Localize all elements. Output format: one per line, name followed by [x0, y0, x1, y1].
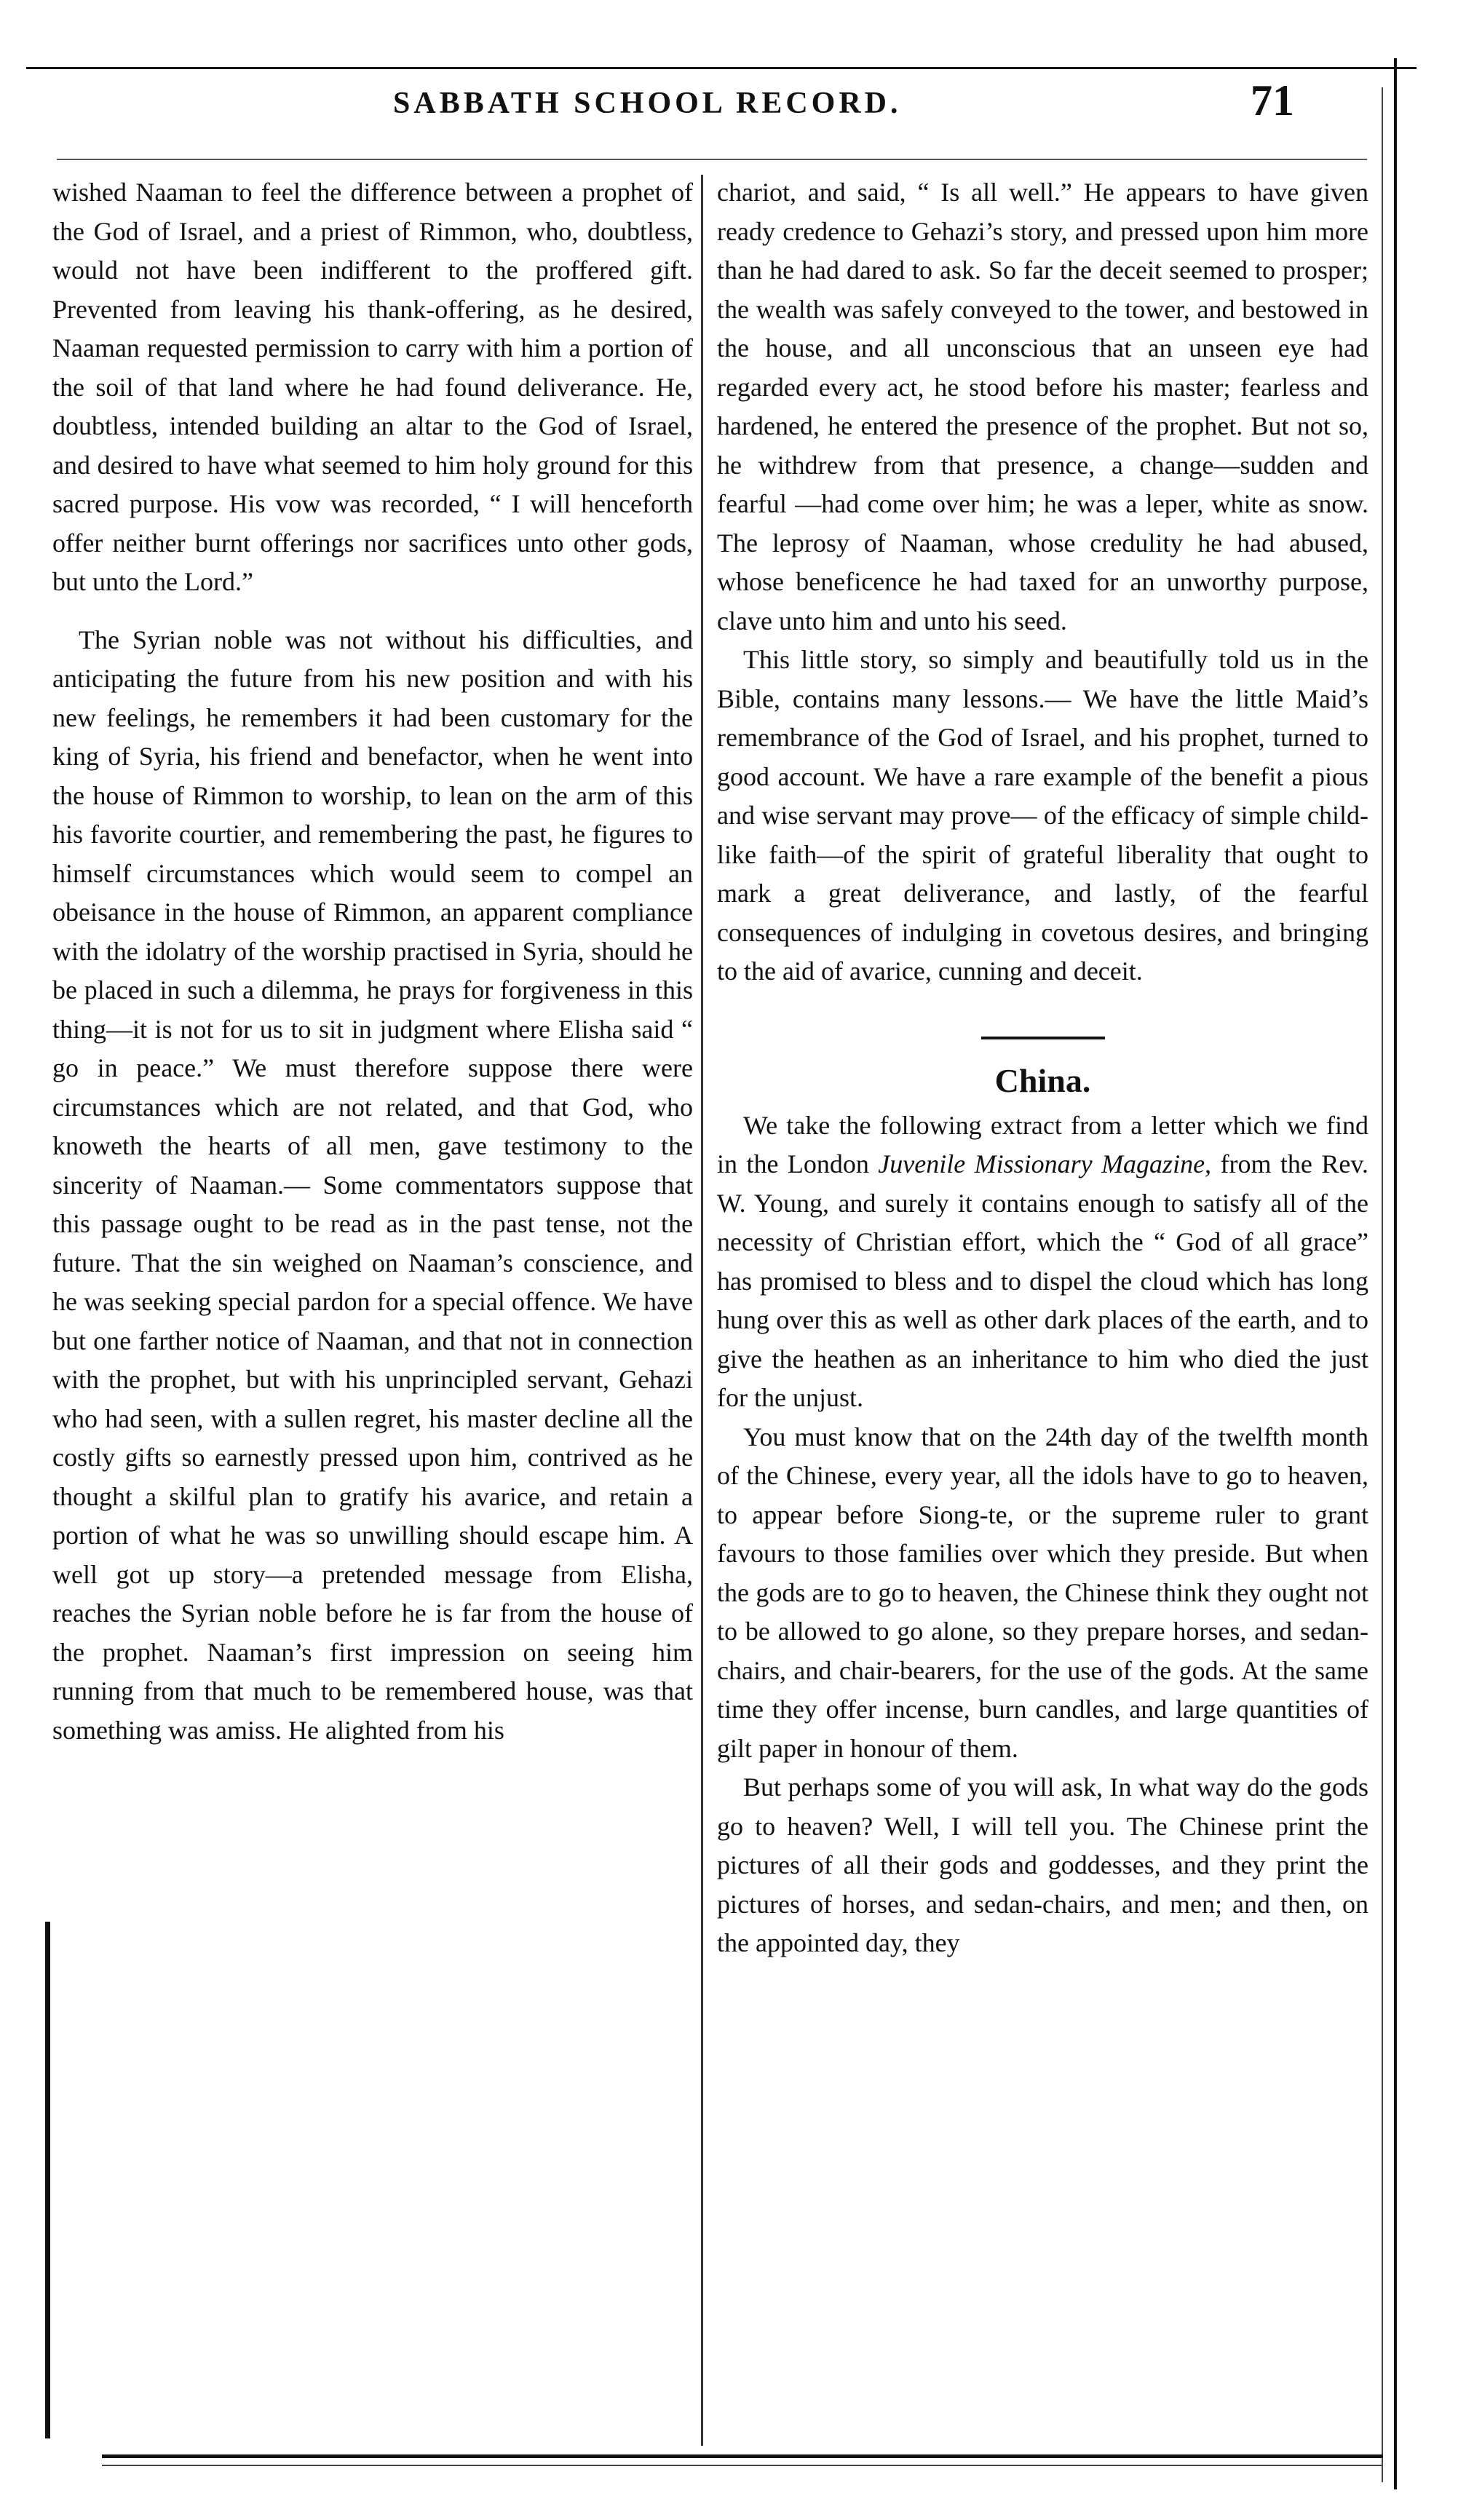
extract-intro-text-cont: from the Rev. W. Young, and surely it contains enough to satisfy all of the necessity of Christian effort, which the “ God of all grace” has promised to bless and to dispel the cloud which has long hung over this as well as other dark places of the earth, and to give the heathen as an inheritance to him who died the just for the unjust.	[717, 1149, 1368, 1412]
page-number: 71	[1251, 76, 1294, 124]
right-paragraph-3	[717, 1106, 1368, 1418]
top-border-rule	[26, 67, 1417, 69]
bottom-border-rule	[102, 2454, 1383, 2458]
bottom-border-rule-thin	[102, 2465, 1383, 2466]
extract-intro-text: We take the following extract from a letter which we find in the London	[717, 1110, 1368, 1178]
section-title: China.	[994, 1061, 1091, 1099]
right-paragraph-2: This little story, so simply and beautifully told us in the Bible, contains many lessons.— We have the little Maid’s remembrance of the God of Israel, and his prophet, turned to good account. We have a rare example of the benefit a pious and wise servant may prove— of the efficacy of simple child-like faith—of the spirit of grateful liberality that ought to mark a great deliverance, and lastly, of the fearful consequences of indulging in covetous desires, and bringing to the aid of avarice, cunning and deceit.	[717, 645, 1368, 986]
left-paragraph-2: The Syrian noble was not without his difficulties, and anticipating the future from his new position and with his new feelings, he remembers it had been customary for the king of Syria, his friend and benefactor, when he went into the house of Rimmon to worship, to lean on the arm of this his favorite courtier, and remembering the past, he figures to himself circumstances which would seem to compel an obeisance in the house of Rimmon, an apparent compliance with the idolatry of the worship practised in Syria, should he be placed in such a dilemma, he prays for forgiveness in this thing—it is not for us to sit in judgment where Elisha said “ go in peace.” We must therefore suppose there were circumstances which are not related, and that God, who knoweth the hearts of all men, gave testimony to the sincerity of Naaman.— Some commentators suppose that this passage ought to be read as in the past tense, not the future. That the sin weighed on Naaman’s conscience, and he was seeking special pardon for a special offence. We have but one farther notice of Naaman, and that not in connection with the prophet, but with his unprincipled servant, Gehazi who had seen, with a sullen regret, his master decline all the costly gifts so earnestly pressed upon him, contrived as he thought a skilful plan to gratify his avarice, and retain a portion of what he was so unwilling should escape him. A well got up story—a pretended message from Elisha, reaches the Syrian noble before he is far from the house of the prophet. Naaman’s first impression on seeing him running from that much to be remembered house, was that something was amiss. He alighted from his	[52, 625, 693, 1745]
right-border-rule-inner	[1382, 87, 1383, 2482]
right-paragraph-5: But perhaps some of you will ask, In what way do the gods go to heaven? Well, I will tell you. The Chinese print the pictures of all their gods and goddesses, and they print the pictures of horses, and sedan-chairs, and men; and then, on the appointed day, they	[717, 1772, 1368, 1957]
magazine-title: Juvenile Missionary Magazine,	[878, 1149, 1212, 1178]
section-divider-rule	[981, 1037, 1105, 1039]
running-head: SABBATH SCHOOL RECORD.	[393, 87, 902, 120]
right-paragraph-1: chariot, and said, “ Is all well.” He appears to have given ready credence to Gehazi’s story, and pressed upon him more than he had dared to ask. So far the deceit seemed to prosper; the wealth was safely conveyed to the tower, and bestowed in the house, and all unconscious that an unseen eye had regarded every act, he stood before his master; fearless and hardened, he entered the presence of the prophet. But not so, he withdrew from that presence, a change—sudden and fearful —had come over him; he was a leper, white as snow. The leprosy of Naaman, whose credulity he had abused, whose beneficence he had taxed for an unworthy purpose, clave unto him and unto his seed.	[717, 178, 1368, 635]
left-margin-rule	[45, 1922, 50, 2438]
left-paragraph-1: wished Naaman to feel the difference between a prophet of the God of Israel, and a priest of Rimmon, who, doubtless, would not have been indifferent to the proffered gift. Prevented from leaving his thank-offering, as he desired, Naaman requested permission to carry with him a portion of the soil of that land where he had found deliverance. He, doubtless, intended building an altar to the God of Israel, and desired to have what seemed to him holy ground for this sacred purpose. His vow was recorded, “ I will henceforth offer neither burnt offerings nor sacrifices unto other gods, but unto the Lord.”	[52, 178, 693, 596]
column-divider	[701, 175, 703, 2446]
left-column	[52, 173, 693, 1750]
right-border-rule	[1394, 58, 1397, 2489]
header-rule	[57, 159, 1367, 160]
right-paragraph-4: You must know that on the 24th day of the twelfth month of the Chinese, every year, all the idols have to go to heaven, to appear before Siong-te, or the supreme ruler to grant favours to those families over which they preside. But when the gods are to go to heaven, the Chinese think they ought not to be allowed to go alone, so they prepare horses, and sedan-chairs, and chair-bearers, for the use of the gods. At the same time they offer incense, burn candles, and large quantities of gilt paper in honour of them.	[717, 1422, 1368, 1763]
right-column	[717, 173, 1368, 1963]
